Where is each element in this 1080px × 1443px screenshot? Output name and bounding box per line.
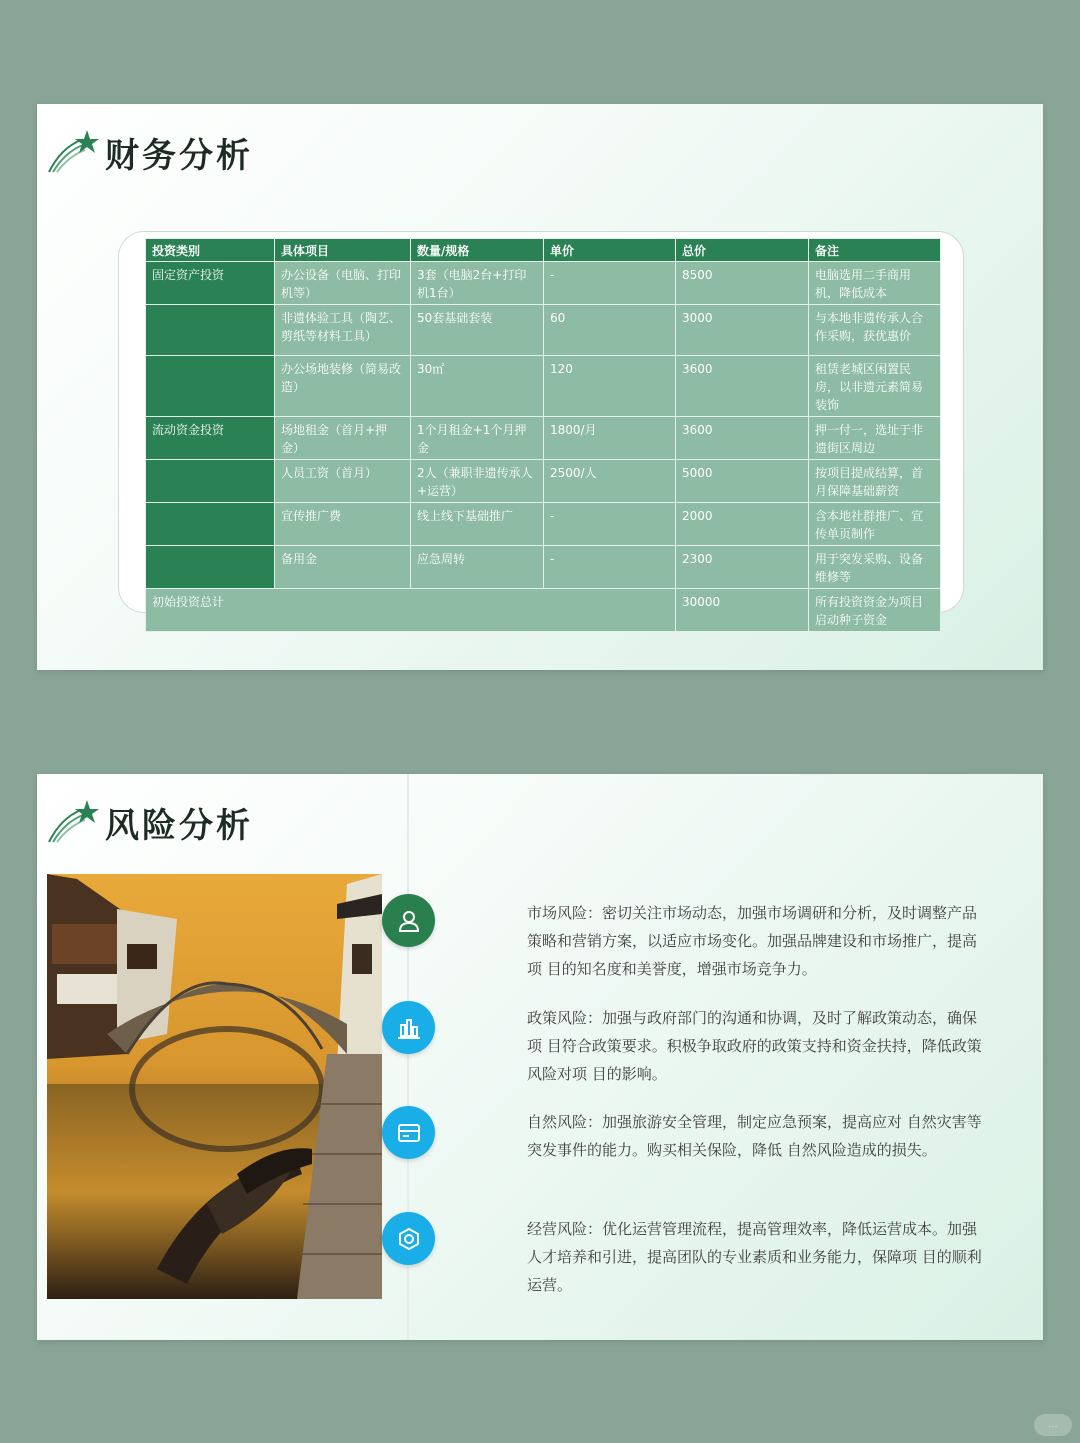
cell-qty: 30㎡ xyxy=(411,356,544,417)
cell-category: 流动资金投资 xyxy=(146,417,275,460)
cell-total: 8500 xyxy=(676,262,809,305)
cell-item: 人员工资（首月） xyxy=(275,460,411,503)
risk-slide xyxy=(37,774,1043,1340)
water-town-photo xyxy=(47,874,382,1299)
header-item: 具体项目 xyxy=(275,239,411,262)
cell-qty: 应急周转 xyxy=(411,546,544,589)
cell-qty: 1个月租金+1个月押金 xyxy=(411,417,544,460)
cell-note: 用于突发采购、设备维修等 xyxy=(809,546,941,589)
risk-icon-badge-3 xyxy=(382,1106,435,1159)
bar-chart-icon xyxy=(396,1015,422,1041)
cell-total: 3600 xyxy=(676,356,809,417)
cell-unit-price: 1800/月 xyxy=(544,417,676,460)
risk-title: 风险分析 xyxy=(105,806,253,846)
cell-note: 与本地非遗传承人合作采购，获优惠价 xyxy=(809,305,941,356)
cell-item: 办公场地装修（简易改造） xyxy=(275,356,411,417)
cell-total: 5000 xyxy=(676,460,809,503)
user-icon xyxy=(396,908,422,934)
table-row xyxy=(146,356,941,417)
finance-table xyxy=(145,238,941,632)
cell-unit-price: 60 xyxy=(544,305,676,356)
watermark-badge: … xyxy=(1034,1414,1072,1436)
risk-text-nature: 自然风险：加强旅游安全管理，制定应急预案，提高应对 自然灾害等突发事件的能力。购买相关保险，降低 自然风险造成的损失。 xyxy=(527,1113,982,1159)
risk-text-operation: 经营风险：优化运营管理流程，提高管理效率，降低运营成本。加强人才培养和引进，提高团队的专业素质和业务能力，保障项 目的顺利运营。 xyxy=(527,1220,982,1294)
cell-qty: 50套基础套装 xyxy=(411,305,544,356)
cell-unit-price: 2500/人 xyxy=(544,460,676,503)
cell-qty: 线上线下基础推广 xyxy=(411,503,544,546)
finance-title: 财务分析 xyxy=(105,136,253,176)
cell-category xyxy=(146,356,275,417)
header-unit-price: 单价 xyxy=(544,239,676,262)
shooting-star-logo-icon xyxy=(47,798,99,844)
cell-qty: 2人（兼职非遗传承人+运营） xyxy=(411,460,544,503)
cell-category xyxy=(146,305,275,356)
table-row xyxy=(146,305,941,356)
risk-icon-badge-1 xyxy=(382,894,435,947)
table-row xyxy=(146,417,941,460)
cell-total: 3600 xyxy=(676,417,809,460)
risk-icon-badge-2 xyxy=(382,1001,435,1054)
cell-unit-price: - xyxy=(544,262,676,305)
table-row xyxy=(146,460,941,503)
table-row xyxy=(146,262,941,305)
risk-text-policy: 政策风险：加强与政府部门的沟通和协调，及时了解政策动态，确保项 目符合政策要求。积极争取政府的政策支持和资金扶持，降低政策风险对项 目的影响。 xyxy=(527,1009,982,1083)
cell-total: 2300 xyxy=(676,546,809,589)
cell-qty: 3套（电脑2台+打印机1台） xyxy=(411,262,544,305)
cell-note: 押一付一，选址于非遗街区周边 xyxy=(809,417,941,460)
cell-unit-price: - xyxy=(544,546,676,589)
shooting-star-logo-icon xyxy=(47,128,99,174)
cell-category: 固定资产投资 xyxy=(146,262,275,305)
header-note: 备注 xyxy=(809,239,941,262)
cell-unit-price: - xyxy=(544,503,676,546)
cell-note: 含本地社群推广、宣传单页制作 xyxy=(809,503,941,546)
card-icon xyxy=(396,1120,422,1146)
cell-item: 备用金 xyxy=(275,546,411,589)
cell-note: 租赁老城区闲置民房，以非遗元素简易装饰 xyxy=(809,356,941,417)
total-row xyxy=(146,589,941,632)
cell-total: 3000 xyxy=(676,305,809,356)
header-total: 总价 xyxy=(676,239,809,262)
risk-text-market: 市场风险：密切关注市场动态，加强市场调研和分析，及时调整产品策略和营销方案，以适应市场变化。加强品牌建设和市场推广，提高项 目的知名度和美誉度，增强市场竞争力。 xyxy=(527,904,978,978)
total-value: 30000 xyxy=(676,589,809,632)
cell-item: 场地租金（首月+押金） xyxy=(275,417,411,460)
hexagon-icon xyxy=(396,1226,422,1252)
cell-item: 非遗体验工具（陶艺、剪纸等材料工具） xyxy=(275,305,411,356)
cell-note: 按项目提成结算，首月保障基础薪资 xyxy=(809,460,941,503)
cell-unit-price: 120 xyxy=(544,356,676,417)
cell-total: 2000 xyxy=(676,503,809,546)
cell-note: 电脑选用二手商用机，降低成本 xyxy=(809,262,941,305)
header-category: 投资类别 xyxy=(146,239,275,262)
table-row xyxy=(146,546,941,589)
cell-category xyxy=(146,546,275,589)
table-row xyxy=(146,503,941,546)
total-note: 所有投资资金为项目启动种子资金 xyxy=(809,589,941,632)
table-header-row xyxy=(146,239,941,262)
cell-item: 办公设备（电脑、打印机等） xyxy=(275,262,411,305)
header-qty: 数量/规格 xyxy=(411,239,544,262)
risk-icon-badge-4 xyxy=(382,1212,435,1265)
cell-category xyxy=(146,460,275,503)
finance-slide xyxy=(37,104,1043,670)
cell-item: 宣传推广费 xyxy=(275,503,411,546)
cell-category xyxy=(146,503,275,546)
total-label: 初始投资总计 xyxy=(146,589,676,632)
